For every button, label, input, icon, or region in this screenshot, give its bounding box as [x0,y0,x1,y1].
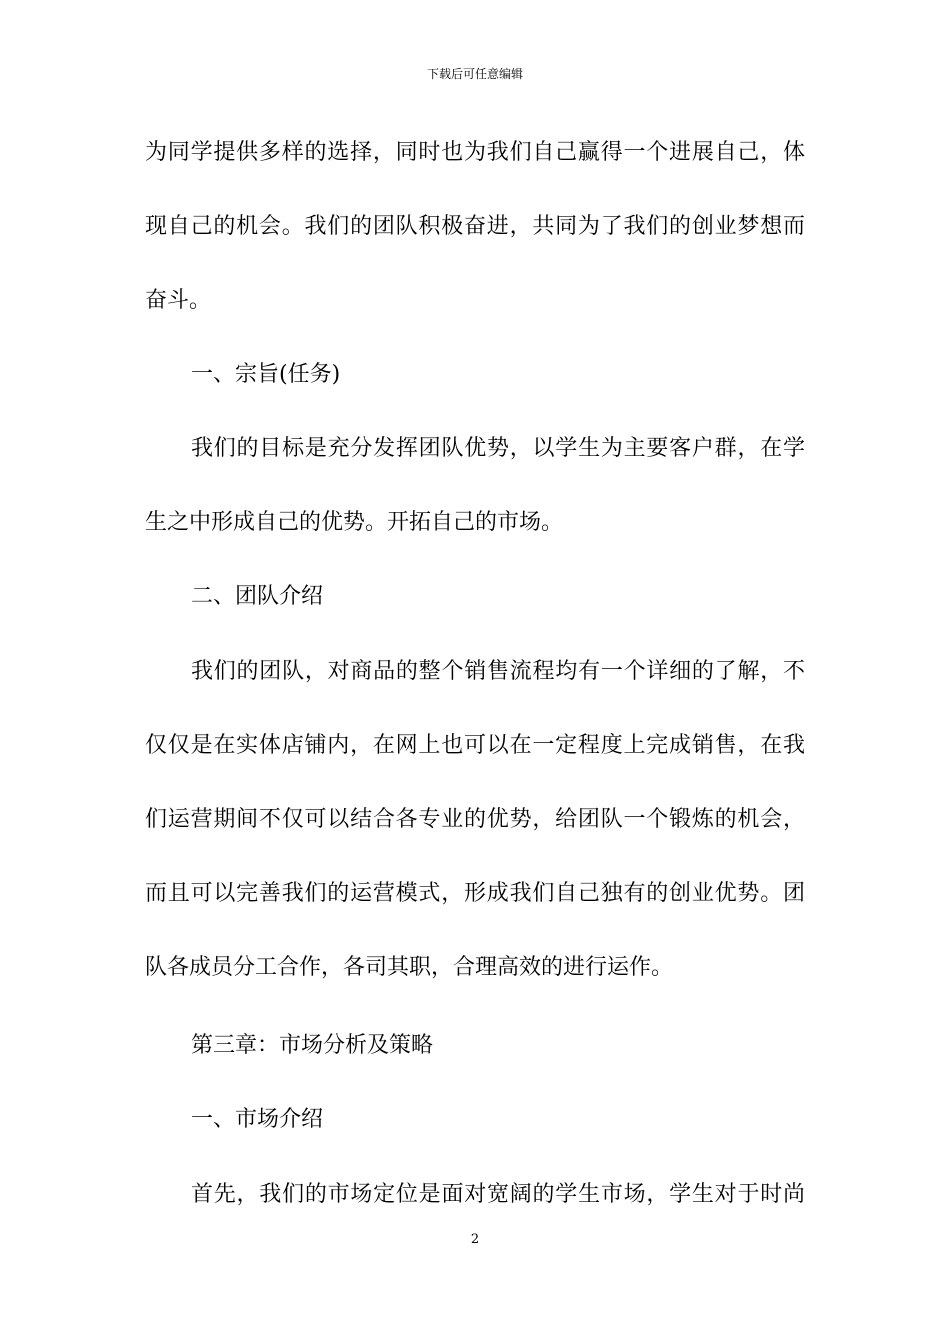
page-header: 下载后可任意编辑 [426,67,523,81]
paragraph-line: 仅仅是在实体店铺内，在网上也可以在一定程度上完成销售，在我 [145,733,805,758]
paragraph-line: 而且可以完善我们的运营模式，形成我们自己独有的创业优势。团 [145,881,805,906]
paragraph-line: 生之中形成自己的优势。开拓自己的市场。 [145,510,564,535]
paragraph-line: 我们的目标是充分发挥团队优势，以学生为主要客户群，在学 [191,436,805,461]
chapter-heading: 第三章：市场分析及策略 [191,1033,434,1058]
paragraph-line: 奋斗。 [145,288,212,313]
section-heading: 一、市场介绍 [191,1107,324,1132]
page-number: 2 [470,1232,480,1247]
paragraph-line: 我们的团队，对商品的整个销售流程均有一个详细的了解，不 [191,659,805,684]
section-heading: 二、团队介绍 [191,584,324,609]
section-heading: 一、宗旨(任务) [191,362,341,387]
paragraph-line: 现自己的机会。我们的团队积极奋进，共同为了我们的创业梦想而 [145,214,805,239]
paragraph-line: 首先，我们的市场定位是面对宽阔的学生市场，学生对于时尚 [191,1182,805,1207]
paragraph-line: 为同学提供多样的选择，同时也为我们自己赢得一个进展自己，体 [145,140,805,165]
paragraph-line: 队各成员分工合作，各司其职，合理高效的进行运作。 [145,955,674,980]
paragraph-line: 们运营期间不仅可以结合各专业的优势，给团队一个锻炼的机会， [145,807,805,832]
